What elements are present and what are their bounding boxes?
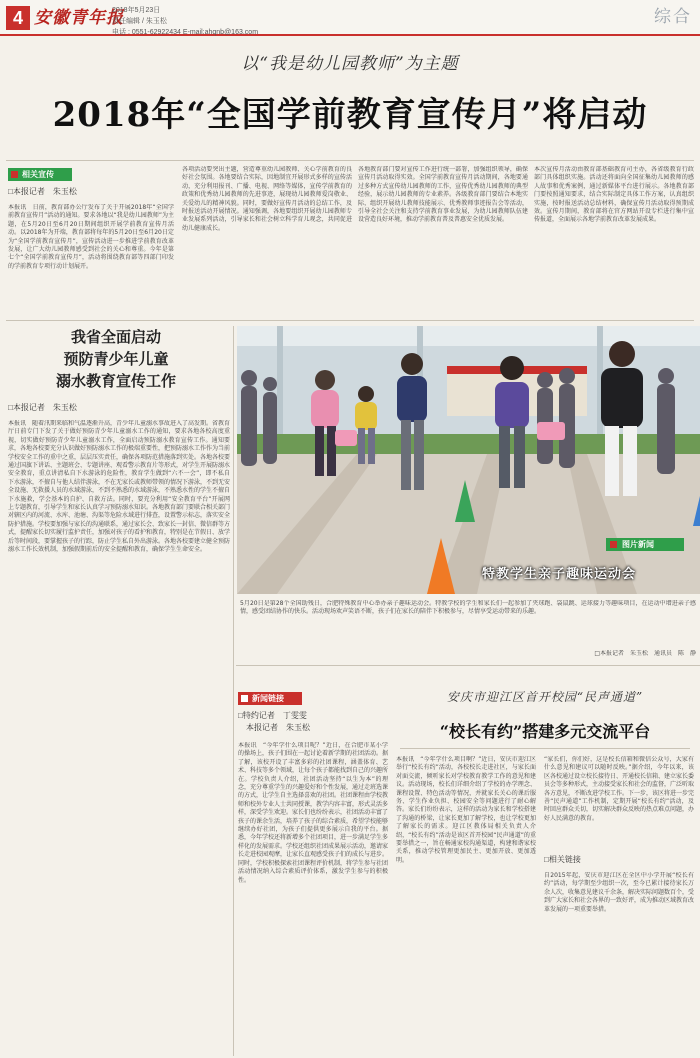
photo-sports-day [237,326,700,594]
headline-title: 2018年“全国学前教育宣传月”将启动 [52,95,648,135]
side-title-line-1: 我省全面启动 [70,328,161,346]
side-title-line-3: 溺水教育宣传工作 [55,372,176,390]
side-story-title [0,326,232,392]
bottom-right-column-2: “家长们，你们好，这是校长信箱和微信公众号，大家有什么意见和建议可以随时反映。”据介绍，今年以来，该区各校通过设立校长接待日、开通校长信箱、建立家长委员会等多种形式，主动接受家长和社会的监督，广泛听取各方意见，不断改进学校工作。下一步，该区将进一步完善“民声通道”工作机制，定期开展“校长有约”活动，及时回应群众关切，切实解决群众反映的热点难点问题，办好人民满意的教育。 [544,756,694,822]
lead-story-column-3: 各地教育部门要对宣传工作进行统一部署，加强组织领导，确保宣传月活动取得实效。全国学前教育宣传月活动期间，各地要通过多种方式宣传幼儿园教师的工作，宣传优秀幼儿园教师的典型经验，展示幼儿园教师的专业素养。各级教育部门要结合本地实际，组织开展幼儿教师技能展示、优秀教师事迹报告会等活动，引导全社会关注和支持学前教育事业发展，为幼儿园教师队伍建设营造良好环境，推动学前教育普及普惠安全优质发展。 [358,166,528,224]
lead-story-tag: 相关宣传 [8,168,72,181]
lead-story-byline: □本报记者 朱玉松 [8,187,77,196]
lead-story-column-1: 本报讯 日前，教育部办公厅发布了关于开展2018年“全国学前教育宣传月”活动的通知。要求各地以“我是幼儿园教师”为主题，在5月20日至6月20日期间组织开展学前教育宣传月活动。以2018年为开端，教育部将每年的5月20日至6月20日定为“全国学前教育宣传月”，宣传活动进一步推进学前教育改革发展，让广大幼儿园教师感受到社会的关心和尊重。今年是第七个“全国学前教育宣传月”，活动将围绕教育部等四部门印发的学前教育专项行动计划展开。 [8,204,174,270]
editor-line: 责任编辑 / 朱玉松 [112,18,167,25]
bottom-right-title: “校长有约”搭建多元交流平台 [439,722,651,741]
bottom-left-tag: 新闻链接 [238,692,302,705]
bottom-left-body: 本报讯 “今年学什么项目呢？”近日，在合肥市某小学的操场上，孩子们围在一起讨论着新学期的社团活动。据了解，该校开设了丰富多彩的社团课程，涵盖体育、艺术、科技等多个领域，让每个孩子都能找到自己的兴趣所在。学校负责人介绍，社团活动坚持“以生为本”的理念，充分尊重学生的兴趣爱好和个性发展，通过走班选课的方式，让学生自主选择喜欢的社团。社团课程由学校教师和校外专业人士共同授课，教学内容丰富，形式灵活多样，深受学生欢迎。家长们也纷纷表示，社团活动丰富了孩子的课余生活，培养了孩子的综合素质，希望学校能够继续办好社团，为孩子们提供更多展示自我的平台。据悉，今年学校还将新增多个社团项目，进一步满足学生多样化的发展需求。学校还组织社团成果展示活动，邀请家长走进校园观摩，让家长直观感受孩子们的成长与进步。同时，学校积极探索社团课程评价机制，将学生参与社团活动情况纳入综合素质评价体系，激发学生参与的积极性。 [238,742,388,884]
side-story-byline: □本报记者 朱玉松 [8,403,77,412]
photo-credit: □本报记者 朱玉松 通讯员 陈 静 [594,650,696,657]
photo-illustration [237,326,700,594]
photo-caption-box [236,596,700,666]
bottom-left-byline-1: □特约记者 丁雯雯 [238,711,307,720]
bottom-right-kicker: 安庆市迎江区首开校园“民声通道” [446,690,644,704]
lead-story-rule [6,320,694,321]
bottom-right-title-rule [400,748,690,749]
side-title-line-2: 预防青少年儿童 [63,350,169,368]
side-story-body: 本报讯 随着汛期来临和气温逐渐升高，青少年儿童溺水事故进入了高发期。省教育厅日前专门下发了关于做好预防青少年儿童溺水工作的通知，要求各地各校高度重视，切实做好预防青少年儿童溺水工作，全面启动预防溺水教育宣传工作。通知要求，各地各校要充分认识做好预防溺水工作的极端重要性，把预防溺水工作作为当前学校安全工作的重中之重，层层压实责任，确保各项防范措施落到实处。各地各校要通过国旗下讲话、主题班会、专题讲座、观看警示教育片等形式，对学生开展防溺水安全教育，重点讲清私自下水游泳的危险性，教育学生做到“六不一会”，即不私自下水游泳，不擅自与他人结伴游泳，不在无家长或教师带领的情况下游泳，不到无安全设施、无救援人员的水域游泳，不到不熟悉的水域游泳，不熟悉水性的学生不擅自下水施救，学会基本的自护、自救方法。同时，要充分利用“安全教育平台”开展网上专题教育，引导学生和家长认真学习预防溺水知识。各地教育部门要联合相关部门对辖区内的河流、水库、池塘、沟渠等危险水域进行排查，设置警示标志，落实安全防护措施。学校要加强与家长的沟通联系，通过家长会、致家长一封信、微信群等方式，提醒家长切实履行监护责任，加强对孩子的看护和教育，特别是在节假日、放学后等时间段，要掌握孩子的行踪，防止学生私自外出游泳。各地各校要建立健全预防溺水工作长效机制，加强假期前后的安全提醒和教育，确保学生生命安全。 [8,420,230,554]
page-number: 4 [6,6,30,30]
contact-line: 电话 : 0551-62922434 E-mail:ahqnb@163.com [112,29,259,36]
section-label: 综合 [654,7,692,27]
bottom-left-byline-2: 本报记者 朱玉松 [238,723,310,732]
photo-caption: 5月20日是第28个全国助残日，合肥特殊教育中心举办亲子趣味运动会。特教学校的学生和家长们一起参加了夹球跑、袋鼠跳、运球接力等趣味项目，在运动中增进亲子感情，感受团结协作的快乐。活动现场欢声笑语不断，孩子们在家长的陪伴下积极参与，尽情享受运动带来的乐趣。 [240,600,696,616]
paper-meta [112,5,362,38]
photo-tag: 图片新闻 [606,538,684,551]
lead-story-column-2: 各项活动要突出主题，营造尊重幼儿园教师、关心学前教育的良好社会氛围。各地要结合实际，因地制宜开展形式多样的宣传活动，充分利用报刊、广播、电视、网络等媒体，宣传学前教育的政策和优秀幼儿园教师的先进事迹，展现幼儿园教师爱岗敬业、关爱幼儿的精神风貌。同时，要做好宣传月活动的总结工作，及时报送活动开展情况。通知强调，各地要组织开展幼儿园教师专业发展系列活动，引导家长和社会树立科学育儿观念，共同促进幼儿健康成长。 [182,166,352,232]
masthead [0,0,700,36]
side-story-divider [233,326,234,1056]
related-link-label: □相关链接 [544,855,581,864]
related-link-body: 自2015年起，安庆市迎江区在全区中小学开展“校长有约”活动，每学期至少组织一次，至今已累计接待家长万余人次，收集意见建议千余条，解决实际问题数百个，受到广大家长和社会各界的一致好评，成为推动区域教育改革发展的一项重要举措。 [544,872,694,913]
photo-title: 特教学生亲子趣味运动会 [482,567,637,582]
lead-story-column-4: 本次宣传月活动由教育部基础教育司主办，各省级教育行政部门具体组织实施。活动还将面向全国征集幼儿园教师的感人故事和优秀案例，通过新媒体平台进行展示。各地教育部门要按照通知要求，结合实际制定具体工作方案，认真组织实施，按时报送活动总结材料，确保宣传月活动取得预期成效。宣传月期间，教育部将在官方网站开设专栏进行集中宣传报道，全面展示各地学前教育改革发展成果。 [534,166,694,224]
headline-subhead: 以“我是幼儿园教师”为主题 [241,54,459,74]
paper-logo: 安徽青年报 [34,8,124,28]
bottom-right-column-1: 本报讯 “今年学什么项目啊？”近日，安庆市迎江区举行“校长有约”活动，各校校长走进社区，与家长面对面交流，倾听家长对学校教育教学工作的意见和建议。活动现场，校长们详细介绍了学校的办学理念、课程设置、特色活动等情况，并就家长关心的课后服务、学生作业负担、校园安全等问题进行了耐心解答。家长们纷纷表示，这样的活动为家长和学校搭建了沟通的桥梁，让家长更加了解学校，也让学校更加了解家长的需求。迎江区教体局相关负责人介绍，“校长有约”活动是该区首开校园“民声通道”的重要举措之一，旨在畅通家校沟通渠道，构建和谐家校关系，推动学校管理更加民主、更加开放、更加透明。 [396,756,536,864]
date-line: 2018年5月23日 [112,7,161,14]
headline-rule [6,160,694,161]
